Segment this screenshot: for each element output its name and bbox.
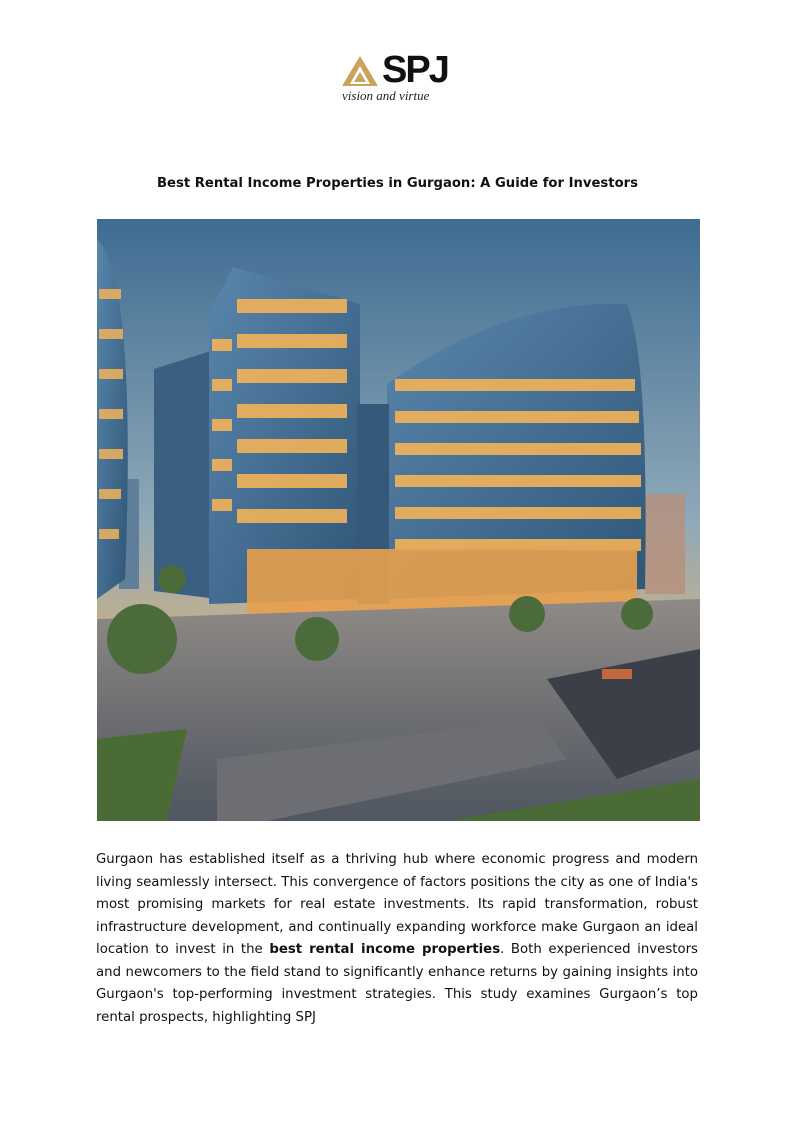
hero-building-image (97, 219, 700, 821)
body-text-part-1: Gurgaon has established itself as a thriving hub where economic progress and modern living seamlessly intersect. This convergence of factors positions the city as one of India's most promising markets for real estate investments. Its rapid transformation, robust infrastructure development, and continually expanding workforce make Gurgaon an ideal location to invest in the (96, 852, 698, 957)
spj-logo (340, 49, 460, 104)
logo-brand: SPJ (382, 49, 448, 91)
bold-keyword-link: best rental income properties (269, 942, 501, 957)
body-text-part-2: . Both experienced investors and newcomers to the field stand to significantly enhance returns by gaining insights into Gurgaon's top-performing investment strategies. This study examines Gurgaon’s top rental prospects, highlighting SPJ (96, 942, 698, 1025)
triangle-logo-icon (340, 54, 380, 88)
logo-tagline: vision and virtue (342, 88, 430, 103)
page-title: Best Rental Income Properties in Gurgaon: A Guide for Investors (157, 176, 638, 191)
body-paragraph (96, 849, 698, 1029)
